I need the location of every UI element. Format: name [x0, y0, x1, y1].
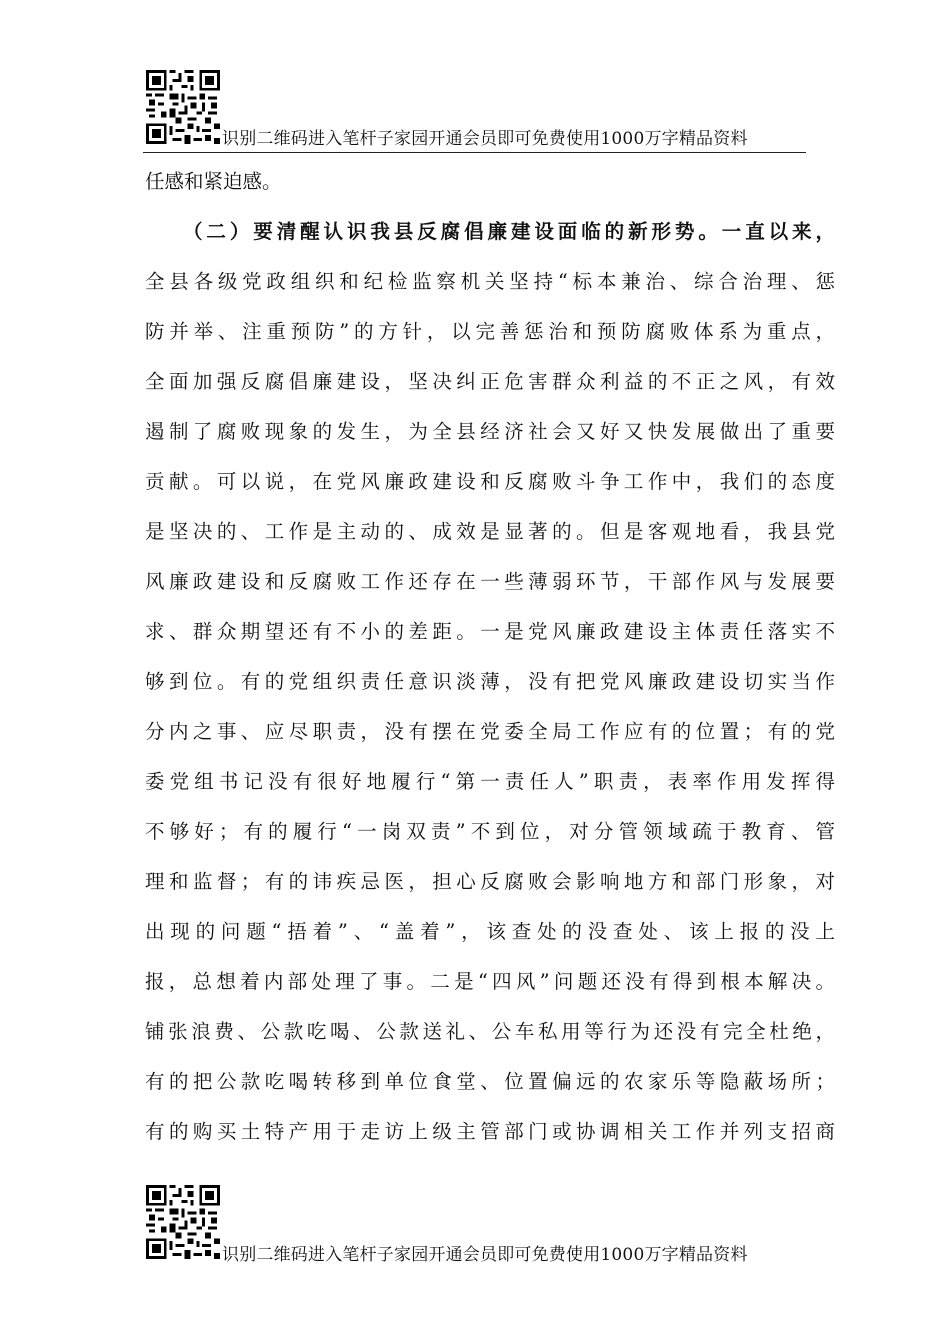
text-line-1: 任感和紧迫感。 [145, 170, 282, 193]
text-line-7: 贡献。可以说，在党风廉政建设和反腐败斗争工作中，我们的态度 [145, 470, 835, 493]
header-divider [143, 152, 806, 153]
text-line-19: 有的把公款吃喝转移到单位食堂、位置偏远的农家乐等隐蔽场所； [145, 1070, 835, 1093]
text-line-8: 是坚决的、工作是主动的、成效是显著的。但是客观地看，我县党 [145, 520, 835, 543]
text-line-14: 不够好；有的履行“一岗双责”不到位，对分管领域疏于教育、管 [145, 820, 835, 843]
text-line-3: 全县各级党政组织和纪检监察机关坚持“标本兼治、综合治理、惩 [145, 270, 835, 293]
text-line-9: 风廉政建设和反腐败工作还存在一些薄弱环节，干部作风与发展要 [145, 570, 835, 593]
text-line-6: 遏制了腐败现象的发生，为全县经济社会又好又快发展做出了重要 [145, 420, 835, 443]
footer-banner-text: 识别二维码进入笔杆子家园开通会员即可免费使用1000万字精品资料 [222, 1245, 748, 1265]
text-line-12: 分内之事、应尽职责，没有摆在党委全局工作应有的位置；有的党 [145, 720, 835, 743]
text-line-10: 求、群众期望还有不小的差距。一是党风廉政建设主体责任落实不 [145, 620, 835, 643]
text-line-5: 全面加强反腐倡廉建设，坚决纠正危害群众利益的不正之风，有效 [145, 370, 835, 393]
header-qr-code-icon [146, 70, 220, 144]
text-line-11: 够到位。有的党组织责任意识淡薄，没有把党风廉政建设切实当作 [145, 670, 835, 693]
header-banner-text: 识别二维码进入笔杆子家园开通会员即可免费使用1000万字精品资料 [222, 129, 748, 149]
text-line-13: 委党组书记没有很好地履行“第一责任人”职责，表率作用发挥得 [145, 770, 835, 793]
footer-qr-code-icon [146, 1185, 220, 1259]
text-line-15: 理和监督；有的讳疾忌医，担心反腐败会影响地方和部门形象，对 [145, 870, 835, 893]
text-line-20: 有的购买土特产用于走访上级主管部门或协调相关工作并列支招商 [145, 1120, 835, 1143]
text-line-17: 报，总想着内部处理了事。二是“四风”问题还没有得到根本解决。 [145, 970, 835, 993]
text-line-4: 防并举、注重预防”的方针，以完善惩治和预防腐败体系为重点， [145, 320, 835, 343]
text-line-2: （二）要清醒认识我县反腐倡廉建设面临的新形势。一直以来， [183, 220, 835, 243]
text-line-16: 出现的问题“捂着”、“盖着”，该查处的没查处、该上报的没上 [145, 920, 835, 943]
text-line-18: 铺张浪费、公款吃喝、公款送礼、公车私用等行为还没有完全杜绝， [145, 1020, 835, 1043]
